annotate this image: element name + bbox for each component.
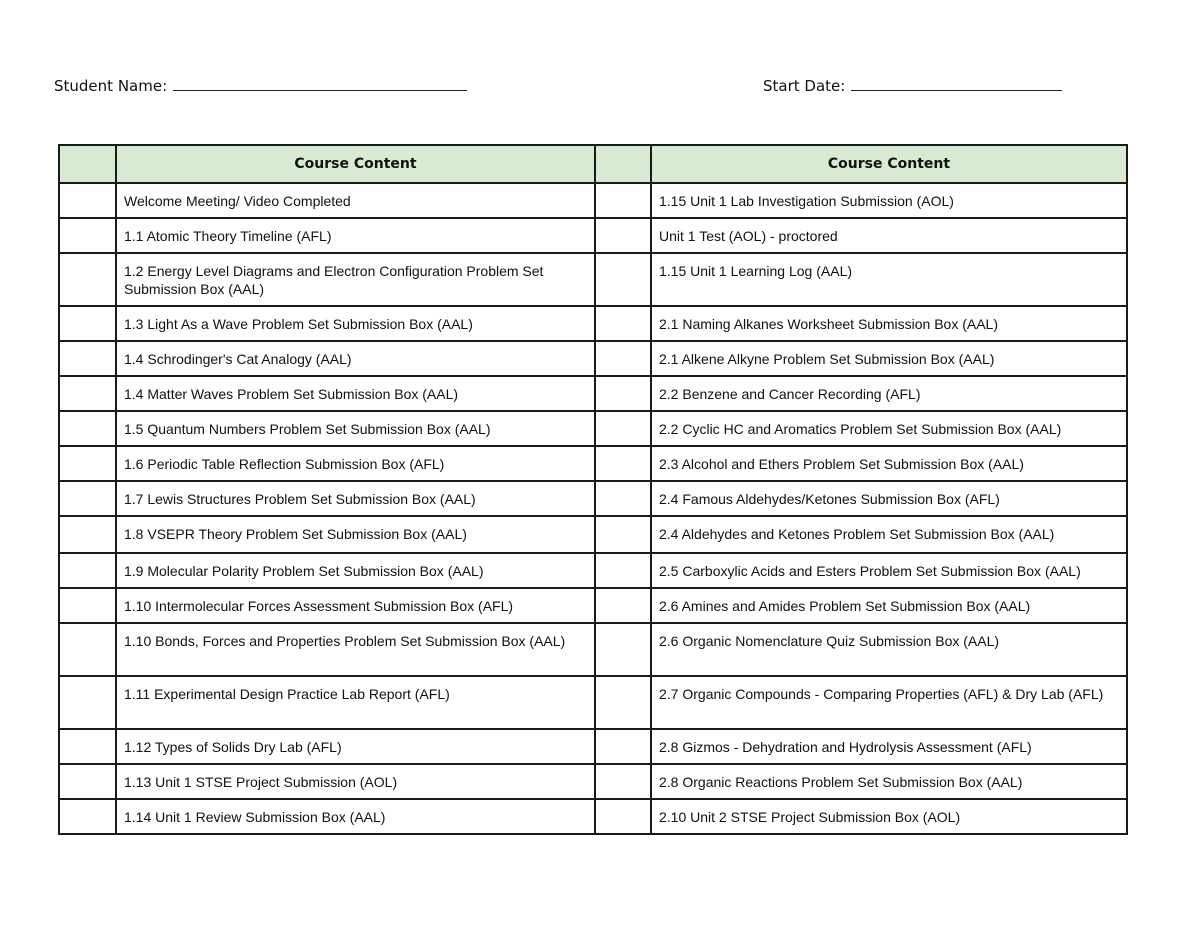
start-date-label: Start Date: (763, 77, 846, 95)
right-course-item: 2.8 Organic Reactions Problem Set Submission Box (AAL) (651, 764, 1127, 799)
table-row (59, 411, 1127, 446)
right-course-item: 2.1 Naming Alkanes Worksheet Submission Box (AAL) (651, 306, 1127, 341)
right-course-item: Unit 1 Test (AOL) - proctored (651, 218, 1127, 253)
table-row (59, 306, 1127, 341)
table-row (59, 218, 1127, 253)
left-course-item: 1.14 Unit 1 Review Submission Box (AAL) (116, 799, 595, 834)
left-checkbox-cell[interactable] (59, 446, 116, 481)
table-row (59, 516, 1127, 553)
table-row (59, 799, 1127, 834)
left-course-item: 1.9 Molecular Polarity Problem Set Submission Box (AAL) (116, 553, 595, 588)
left-course-item: 1.1 Atomic Theory Timeline (AFL) (116, 218, 595, 253)
left-course-item: 1.10 Bonds, Forces and Properties Problem Set Submission Box (AAL) (116, 623, 595, 676)
left-course-content-header: Course Content (116, 145, 595, 183)
right-checkbox-cell[interactable] (595, 341, 651, 376)
left-checkbox-cell[interactable] (59, 411, 116, 446)
left-course-item: 1.13 Unit 1 STSE Project Submission (AOL) (116, 764, 595, 799)
left-checkbox-cell[interactable] (59, 376, 116, 411)
right-course-item: 2.2 Cyclic HC and Aromatics Problem Set Submission Box (AAL) (651, 411, 1127, 446)
right-course-item: 2.3 Alcohol and Ethers Problem Set Submission Box (AAL) (651, 446, 1127, 481)
student-name-field (54, 76, 467, 95)
right-checkbox-cell[interactable] (595, 623, 651, 676)
right-checkbox-cell[interactable] (595, 764, 651, 799)
right-check-header (595, 145, 651, 183)
left-course-item: 1.4 Matter Waves Problem Set Submission Box (AAL) (116, 376, 595, 411)
left-course-item: 1.7 Lewis Structures Problem Set Submission Box (AAL) (116, 481, 595, 516)
right-course-item: 2.8 Gizmos - Dehydration and Hydrolysis Assessment (AFL) (651, 729, 1127, 764)
right-checkbox-cell[interactable] (595, 183, 651, 218)
right-checkbox-cell[interactable] (595, 481, 651, 516)
right-checkbox-cell[interactable] (595, 799, 651, 834)
right-checkbox-cell[interactable] (595, 411, 651, 446)
right-checkbox-cell[interactable] (595, 553, 651, 588)
left-checkbox-cell[interactable] (59, 729, 116, 764)
table-row (59, 729, 1127, 764)
right-course-item: 2.5 Carboxylic Acids and Esters Problem Set Submission Box (AAL) (651, 553, 1127, 588)
right-course-item: 2.10 Unit 2 STSE Project Submission Box (AOL) (651, 799, 1127, 834)
left-checkbox-cell[interactable] (59, 341, 116, 376)
left-course-item: 1.6 Periodic Table Reflection Submission Box (AFL) (116, 446, 595, 481)
left-course-item: 1.5 Quantum Numbers Problem Set Submission Box (AAL) (116, 411, 595, 446)
right-course-item: 2.6 Organic Nomenclature Quiz Submission Box (AAL) (651, 623, 1127, 676)
table-row (59, 341, 1127, 376)
right-checkbox-cell[interactable] (595, 253, 651, 306)
right-checkbox-cell[interactable] (595, 446, 651, 481)
right-course-item: 2.6 Amines and Amides Problem Set Submission Box (AAL) (651, 588, 1127, 623)
course-table-body (59, 183, 1127, 834)
left-checkbox-cell[interactable] (59, 516, 116, 553)
left-checkbox-cell[interactable] (59, 306, 116, 341)
left-course-item: 1.10 Intermolecular Forces Assessment Submission Box (AFL) (116, 588, 595, 623)
left-course-item: 1.4 Schrodinger's Cat Analogy (AAL) (116, 341, 595, 376)
left-course-item: 1.3 Light As a Wave Problem Set Submission Box (AAL) (116, 306, 595, 341)
right-checkbox-cell[interactable] (595, 218, 651, 253)
left-checkbox-cell[interactable] (59, 588, 116, 623)
left-checkbox-cell[interactable] (59, 676, 116, 729)
left-course-item: 1.8 VSEPR Theory Problem Set Submission Box (AAL) (116, 516, 595, 553)
table-row (59, 764, 1127, 799)
student-name-blank[interactable] (173, 76, 467, 91)
table-row (59, 553, 1127, 588)
table-row (59, 253, 1127, 306)
left-course-item: 1.11 Experimental Design Practice Lab Report (AFL) (116, 676, 595, 729)
table-row (59, 481, 1127, 516)
table-row (59, 183, 1127, 218)
start-date-field (763, 76, 1062, 95)
left-checkbox-cell[interactable] (59, 481, 116, 516)
table-row (59, 588, 1127, 623)
right-course-item: 2.2 Benzene and Cancer Recording (AFL) (651, 376, 1127, 411)
table-row (59, 376, 1127, 411)
table-row (59, 446, 1127, 481)
right-course-item: 2.4 Aldehydes and Ketones Problem Set Submission Box (AAL) (651, 516, 1127, 553)
right-course-item: 1.15 Unit 1 Lab Investigation Submission (AOL) (651, 183, 1127, 218)
right-checkbox-cell[interactable] (595, 676, 651, 729)
course-content-table (58, 144, 1128, 835)
right-checkbox-cell[interactable] (595, 729, 651, 764)
left-check-header (59, 145, 116, 183)
start-date-blank[interactable] (851, 76, 1062, 91)
left-course-item: 1.12 Types of Solids Dry Lab (AFL) (116, 729, 595, 764)
right-course-content-header: Course Content (651, 145, 1127, 183)
left-checkbox-cell[interactable] (59, 553, 116, 588)
left-checkbox-cell[interactable] (59, 799, 116, 834)
right-checkbox-cell[interactable] (595, 588, 651, 623)
document-header (54, 76, 1154, 100)
left-checkbox-cell[interactable] (59, 253, 116, 306)
left-checkbox-cell[interactable] (59, 623, 116, 676)
right-course-item: 2.1 Alkene Alkyne Problem Set Submission Box (AAL) (651, 341, 1127, 376)
right-course-item: 2.7 Organic Compounds - Comparing Properties (AFL) & Dry Lab (AFL) (651, 676, 1127, 729)
table-header-row (59, 145, 1127, 183)
right-checkbox-cell[interactable] (595, 516, 651, 553)
left-course-item: Welcome Meeting/ Video Completed (116, 183, 595, 218)
table-row (59, 676, 1127, 729)
left-course-item: 1.2 Energy Level Diagrams and Electron Configuration Problem Set Submission Box (AAL) (116, 253, 595, 306)
right-course-item: 1.15 Unit 1 Learning Log (AAL) (651, 253, 1127, 306)
left-checkbox-cell[interactable] (59, 218, 116, 253)
right-course-item: 2.4 Famous Aldehydes/Ketones Submission Box (AFL) (651, 481, 1127, 516)
student-name-label: Student Name: (54, 77, 168, 95)
left-checkbox-cell[interactable] (59, 764, 116, 799)
right-checkbox-cell[interactable] (595, 376, 651, 411)
right-checkbox-cell[interactable] (595, 306, 651, 341)
table-row (59, 623, 1127, 676)
left-checkbox-cell[interactable] (59, 183, 116, 218)
